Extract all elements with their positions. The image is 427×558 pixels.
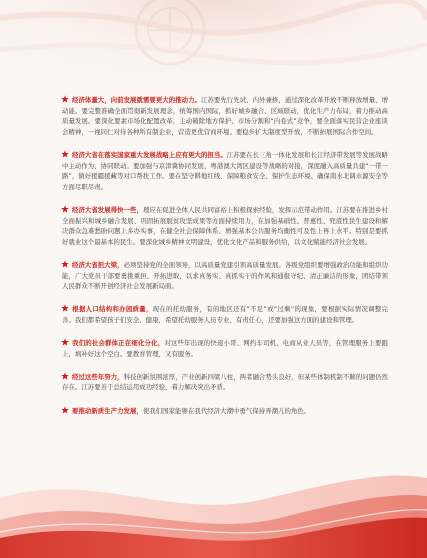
paragraph-8 [62, 406, 388, 417]
paragraph-lead: 要推动新质生产力发展， [72, 406, 143, 415]
paragraph-lead: 我们的社会群体正在细化分化， [72, 339, 165, 348]
paragraph-text: 现在的托幼服务，有的地区还有“不足”或“过剩”的现象，要根据实际情况调整完善。我们都希望孩子们安全、健康，希望托幼服务人员专业、有责任心，还要加强这方面的建设和管理。 [62, 305, 388, 324]
paragraph-7 [62, 372, 388, 393]
red-star-icon [61, 260, 69, 268]
paragraph-text: 必须坚持党的全面领导，以高质量党建引领高质量发展。各级党组织要增强政治功能和组织功能，广大党员干部要勇挑重担、开拓进取，以求真务实、真抓实干的作风和通报守纪、清正廉洁的形象，团结带领人民群众不断开创经济社会发展新局面。 [62, 260, 388, 291]
article-body [62, 95, 388, 429]
paragraph-text: 江苏要在长三角一体化发展和长江经济带发展等发展战略中主动作为、协同联动。要加强与京津冀协同发展、粤港澳大湾区建设等战略的对接，深度融入高质量共建“一带一路”，做好援疆援藏等对口帮扶工作。要在坚守耕地红线、保障粮食安全、保护生态环境、确保南水北调水源安全等方面尽职尽责。 [62, 150, 388, 191]
red-star-icon [61, 304, 69, 312]
paragraph-2 [62, 150, 388, 192]
paragraph-lead: 经济大省发展得快一些， [72, 205, 143, 214]
red-star-icon [61, 205, 69, 213]
paragraph-text: 对这些年出现的快递小哥、网约车司机、电商从业人员等，在管理服务上要跟上，填补好这个空白。要教育管理，又有服务。 [62, 339, 388, 358]
paragraph-lead: 经济大省担大梁， [72, 260, 124, 269]
paragraph-1 [62, 95, 388, 137]
paragraph-3 [62, 205, 388, 247]
red-star-icon [61, 338, 69, 346]
paragraph-5 [62, 304, 388, 325]
paragraph-4 [62, 260, 388, 292]
red-star-icon [61, 150, 69, 158]
paragraph-text: 理应在促进全体人民共同富裕上积极探索经验，发挥示范带动作用。江苏要在推进乡村全面振兴和城乡融合发展、巩固拓展脱贫攻坚成果等方面持续用力，在加强基础性、普惠性、兜底性民生建设和解决群众急难愁盼问题上多办实事，在健全社会保障体系、增强基本公共服务均衡性可及性上再上水平。特别是要抓好就业这个最基本的民生。要深化城乡精神文明建设，优化文化产品和服务供给，以文化赋能经济社会发展。 [62, 205, 388, 246]
red-star-icon [61, 372, 69, 380]
paragraph-lead: 经济大省在落实国家重大发展战略上应有更大的担当。 [72, 150, 227, 159]
paragraph-text: 使我们国家能够在我代经济大潮中勇气保持弄潮儿的角色。 [142, 406, 311, 415]
red-star-icon [61, 406, 69, 414]
paragraph-6 [62, 338, 388, 359]
paragraph-text: 江苏要先行先试、内外兼修，通过深化改革开放不断释放增量、增动能。要完整准确全面贯彻新发展理念，统筹国内国际，抓好城乡融合、区域联动，优化生产力布局，着力推动高质量发展。要深化要素市场化配置改革，主动破除地方保护、市场分割和“内卷式”竞争，要全面落实民营企业座谈会精神，一视同仁对待各种所有制企业，营造更优营商环境。要稳步扩大制度型开放，不断拓展国际合作空间。 [62, 96, 389, 136]
red-star-icon [61, 95, 69, 103]
paragraph-lead: 根据人口结构和办园质量， [72, 305, 153, 314]
paragraph-lead: 经过这些年努力， [72, 372, 124, 381]
paragraph-text: 科技创新氛围浓厚，产业创新四梁八柱，两者融合势头良好，但某些体制机制不顺的问题仍然存在。江苏要善于总结运用成功经验，着力解决突出矛盾。 [62, 372, 388, 392]
paragraph-lead: 经济体量大，向前发展就需要更大的推动力。 [72, 96, 201, 104]
